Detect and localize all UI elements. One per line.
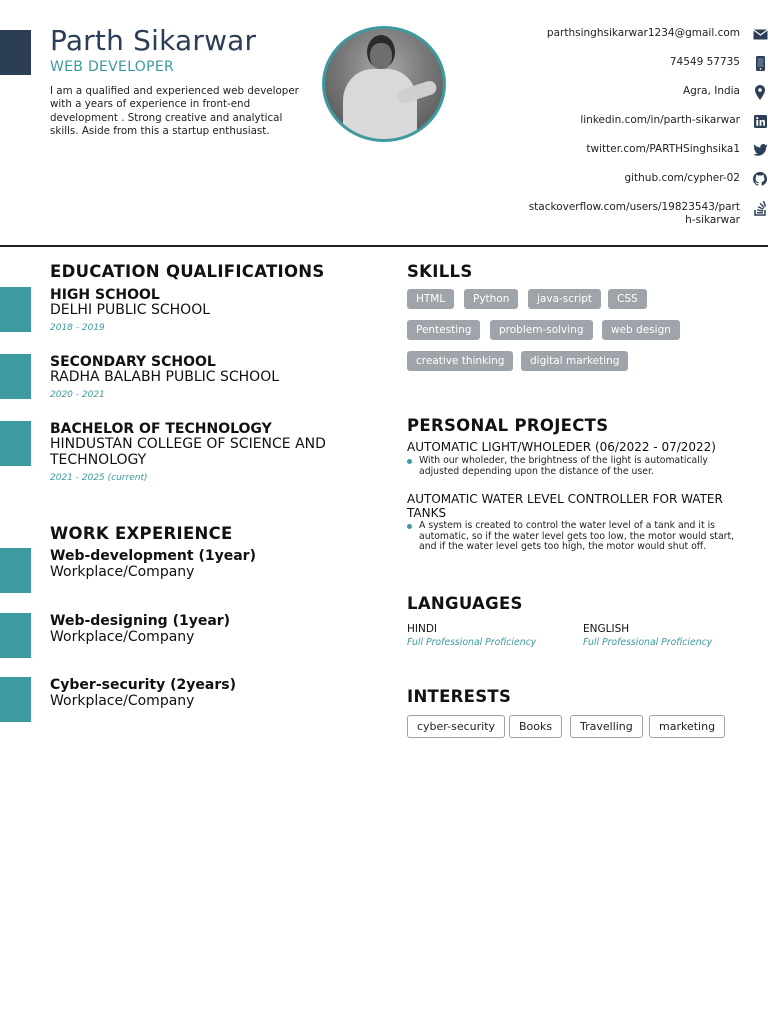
github-icon: [752, 172, 768, 186]
candidate-name: Parth Sikarwar: [50, 24, 257, 57]
location-pin-icon: [752, 85, 768, 99]
profile-photo: [322, 26, 446, 142]
header-divider: [0, 245, 768, 247]
education-accent-bar: [0, 354, 31, 399]
contact-twitter-text[interactable]: twitter.com/PARTHSinghsika1: [586, 143, 740, 155]
language-level: Full Professional Proficiency: [583, 637, 713, 648]
interest-tag: cyber-security: [407, 715, 505, 738]
project-description: A system is created to control the water level of a tank and it is automatic, so if the water level gets too low, the motor would start, and if the water level gets too high, the motor would shut off.: [419, 520, 735, 553]
skill-tag: problem-solving: [490, 320, 593, 340]
skill-tag: digital marketing: [521, 351, 628, 371]
skills-heading: SKILLS: [407, 262, 473, 281]
contact-twitter[interactable]: [478, 143, 768, 157]
education-school: RADHA BALABH PUBLIC SCHOOL: [50, 369, 280, 385]
bullet-icon: [407, 459, 412, 464]
education-degree: BACHELOR OF TECHNOLOGY: [50, 421, 272, 437]
contact-phone[interactable]: [478, 56, 768, 70]
work-experience-heading: WORK EXPERIENCE: [50, 524, 233, 543]
education-school: DELHI PUBLIC SCHOOL: [50, 302, 211, 318]
contact-stackoverflow-text[interactable]: stackoverflow.com/users/19823543/parth-sikarwar: [528, 201, 740, 226]
work-company: Workplace/Company: [50, 693, 195, 709]
profile-summary: I am a qualified and experienced web developer with a years of experience in front-end development . Strong creative and analytical skills. Aside from this a startup enthusiast.: [50, 85, 299, 137]
interest-tag: Travelling: [570, 715, 643, 738]
language-name: HINDI: [407, 623, 438, 635]
skill-tag: HTML: [407, 289, 454, 309]
contact-github[interactable]: [478, 172, 768, 186]
education-school: HINDUSTAN COLLEGE OF SCIENCE AND TECHNOLOGY: [50, 436, 326, 468]
contact-stackoverflow[interactable]: [478, 201, 768, 227]
interest-tag: marketing: [649, 715, 725, 738]
skill-tag: Python: [464, 289, 518, 309]
skill-tag: Pentesting: [407, 320, 480, 340]
education-accent-bar: [0, 287, 31, 332]
work-accent-bar: [0, 677, 31, 722]
work-company: Workplace/Company: [50, 629, 195, 645]
projects-heading: PERSONAL PROJECTS: [407, 416, 609, 435]
work-title: Web-development (1year): [50, 548, 256, 564]
contact-email-text[interactable]: parthsinghsikarwar1234@gmail.com: [546, 27, 740, 39]
twitter-icon: [752, 143, 768, 157]
candidate-role: WEB DEVELOPER: [50, 59, 175, 75]
contact-email[interactable]: [478, 27, 768, 41]
education-period: 2021 - 2025 (current): [50, 473, 148, 483]
education-degree: SECONDARY SCHOOL: [50, 354, 216, 370]
skill-tag: CSS: [608, 289, 647, 309]
contact-phone-text[interactable]: 74549 57735: [669, 56, 740, 68]
language-name: ENGLISH: [583, 623, 630, 635]
work-company: Workplace/Company: [50, 564, 195, 580]
education-period: 2018 - 2019: [50, 323, 105, 333]
phone-icon: [752, 56, 768, 70]
stackoverflow-icon: [752, 201, 768, 215]
linkedin-icon: [752, 114, 768, 128]
contact-location-text: Agra, India: [682, 85, 740, 97]
interest-tag: Books: [509, 715, 562, 738]
work-title: Cyber-security (2years): [50, 677, 236, 693]
education-accent-bar: [0, 421, 31, 466]
languages-heading: LANGUAGES: [407, 594, 523, 613]
skill-tag: creative thinking: [407, 351, 513, 371]
work-accent-bar: [0, 613, 31, 658]
project-description: With our wholeder, the brightness of the light is automatically adjusted depending upon the distance of the user.: [419, 455, 708, 477]
language-level: Full Professional Proficiency: [407, 637, 537, 648]
interests-heading: INTERESTS: [407, 687, 512, 706]
work-title: Web-designing (1year): [50, 613, 231, 629]
bullet-icon: [407, 524, 412, 529]
email-icon: [752, 27, 768, 41]
project-title: AUTOMATIC WATER LEVEL CONTROLLER FOR WATER TANKS: [407, 492, 723, 520]
education-heading: EDUCATION QUALIFICATIONS: [50, 262, 325, 281]
education-period: 2020 - 2021: [50, 390, 105, 400]
contact-linkedin[interactable]: [478, 114, 768, 128]
project-title: AUTOMATIC LIGHT/WHOLEDER (06/2022 - 07/2022): [407, 440, 716, 454]
contact-linkedin-text[interactable]: linkedin.com/in/parth-sikarwar: [580, 114, 740, 126]
work-accent-bar: [0, 548, 31, 593]
education-degree: HIGH SCHOOL: [50, 287, 160, 303]
contact-location: [478, 85, 768, 99]
contact-github-text[interactable]: github.com/cypher-02: [624, 172, 740, 184]
skill-tag: java-script: [528, 289, 601, 309]
header-accent-bar: [0, 30, 31, 75]
skill-tag: web design: [602, 320, 680, 340]
